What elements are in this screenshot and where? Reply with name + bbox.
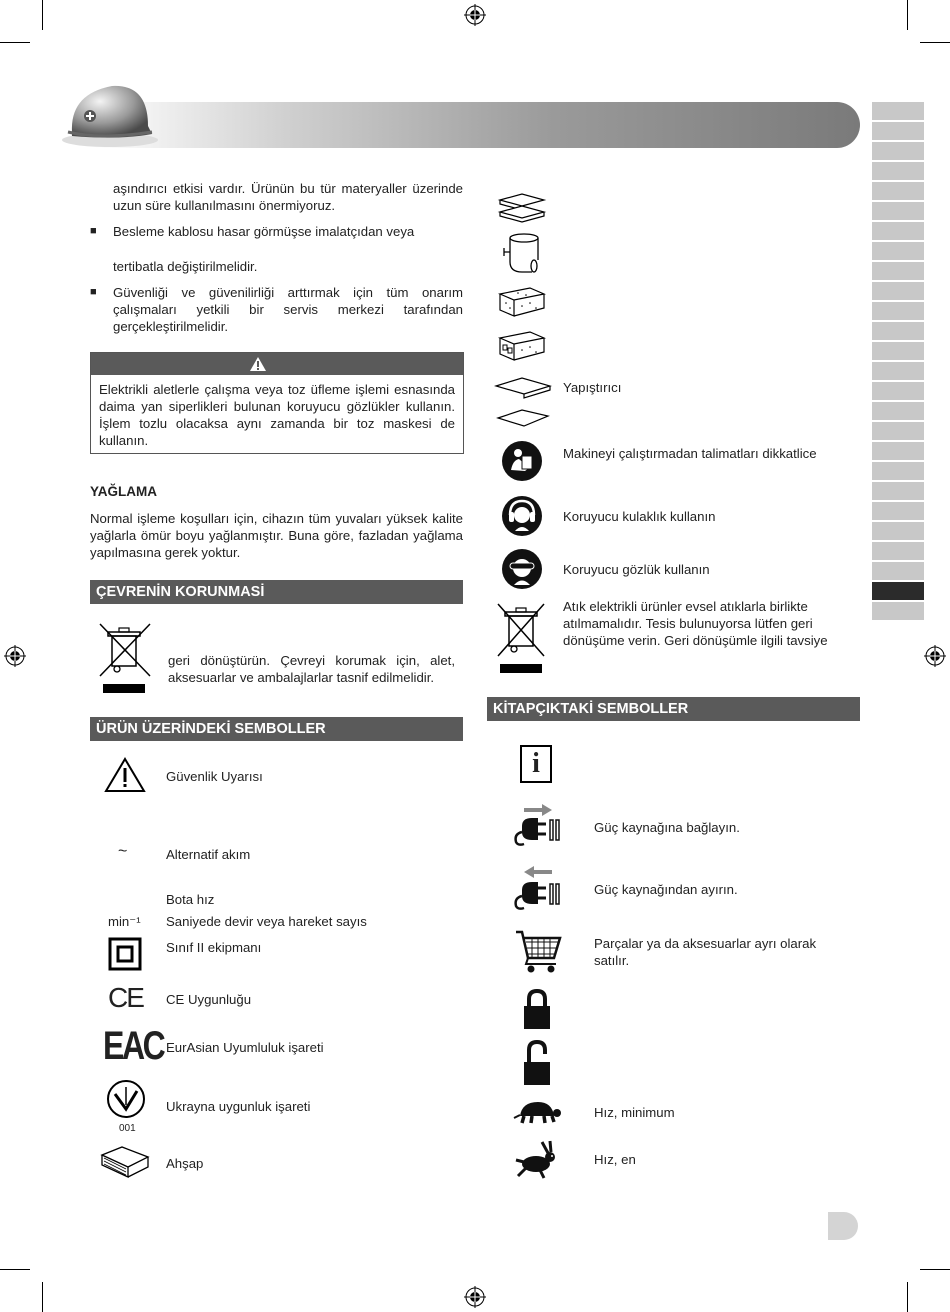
lubrication-heading: YAĞLAMA [90,484,158,499]
chapter-tab[interactable] [872,522,924,540]
hollow-brick-icon [496,330,548,362]
hard-hat-icon [60,74,160,150]
eye-protection-icon [501,548,543,590]
glue-icon [494,372,552,432]
info-icon: i [520,745,552,783]
chapter-tab[interactable] [872,382,924,400]
section-header-booklet-symbols: KİTAPÇIKTAKİ SEMBOLLER [487,697,860,721]
lock-icon [522,988,552,1030]
safety-warning-icon [104,757,146,793]
symbol-label-wood: Ahşap [166,1156,204,1171]
unlock-icon [522,1040,552,1086]
crop-mark [42,0,43,30]
chapter-tab[interactable] [872,402,924,420]
crop-mark [0,42,30,43]
board-icon [496,192,548,224]
symbol-label-weee: Atık elektrikli ürünler evsel atıklarla birlikte atılmamalıdır. Tesis bulunuyorsa lütfen geri dönüşüme verin. Geri dönüşümle ilgili tavsiye [563,599,828,648]
symbol-label-read-manual: Makineyi çalıştırmadan talimatları dikkatlice [563,446,817,461]
symbol-label-glue: Yapıştırıcı [563,380,622,395]
chapter-tab[interactable] [872,602,924,620]
chapter-tab[interactable] [872,222,924,240]
ukraine-mark-code: 001 [119,1123,136,1134]
chapter-tab[interactable] [872,542,924,560]
lubrication-paragraph: Normal işleme koşulları için, cihazın tüm yuvaları yüksek kalite yağlarla ömür boyu yağlanmıştır. Buna göre, fazladan yağlama yapılmasına gerek yoktur. [90,511,463,560]
chapter-tab[interactable] [872,322,924,340]
turtle-icon [512,1098,562,1126]
rabbit-icon [514,1140,562,1180]
symbol-label-eye-protection: Koruyucu gözlük kullanın [563,562,710,577]
symbol-label-eac: EurAsian Uyumluluk işareti [166,1040,324,1055]
bullet-text: Besleme kablosu hasar görmüşse imalatçıdan veya [113,224,415,239]
eac-icon: EAC [103,1024,164,1068]
chapter-tab[interactable] [872,142,924,160]
bullet-text: tertibatla değiştirilmelidir. [113,259,258,274]
read-manual-icon [501,440,543,482]
chapter-tab[interactable] [872,242,924,260]
weee-bin-icon [98,622,152,696]
ear-protection-icon [501,495,543,537]
symbol-label-plug-in: Güç kaynağına bağlayın. [594,820,740,835]
chapter-tab[interactable] [872,182,924,200]
environment-paragraph: geri dönüştürün. Çevreyi korumak için, alet, aksesuarlar ve ambalajlarlar tasnif edilmelidir. [168,653,455,685]
registration-mark-icon [4,645,26,667]
min-symbol: min⁻¹ [108,914,141,929]
symbol-label-ce: CE Uygunluğu [166,992,252,1007]
chapter-tabs [872,102,924,622]
unplug-icon [512,862,564,912]
header-bar [95,102,860,148]
chapter-tab[interactable] [872,102,924,120]
registration-mark-icon [464,4,486,26]
crop-mark [907,0,908,30]
chapter-tab[interactable] [872,362,924,380]
symbol-label-idle-speed: Bota hız [166,892,215,907]
weee-bin-icon [496,602,546,676]
wood-icon [100,1145,150,1179]
bullet-icon: ■ [90,286,97,298]
pipe-icon [502,232,544,276]
chapter-tab[interactable] [872,162,924,180]
symbol-label-ear-protection: Koruyucu kulaklık kullanın [563,509,716,524]
symbol-label-ac: Alternatif akım [166,847,251,862]
bullet-text: Güvenliği ve güvenilirliği arttırmak için tüm onarım çalışmaları yetkili bir servis merkezi tarafından gerçekleştirilmelidir. [113,285,463,334]
continuation-paragraph: aşındırıcı etkisi vardır. Ürünün bu tür materyaller üzerinde uzun süre kullanılmasını önermiyoruz. [113,181,463,213]
symbol-label-accessories: Parçalar ya da aksesuarlar ayrı olarak satılır. [594,936,817,968]
page-number-tab [828,1212,858,1240]
cart-icon [514,928,562,974]
brick-icon [496,286,548,318]
chapter-tab[interactable] [872,302,924,320]
ac-icon: ~ [118,843,128,860]
symbol-label-ukraine: Ukrayna uygunluk işareti [166,1099,311,1114]
chapter-tab[interactable] [872,462,924,480]
symbol-label-speed-max: Hız, en [594,1152,636,1167]
chapter-tab[interactable] [872,202,924,220]
chapter-tab[interactable] [872,422,924,440]
chapter-tab[interactable] [872,502,924,520]
ukraine-mark-icon [106,1079,146,1119]
section-header-product-symbols: ÜRÜN ÜZERİNDEKİ SEMBOLLER [90,717,463,741]
warning-header [91,353,463,375]
chapter-tab[interactable] [872,262,924,280]
chapter-tab[interactable] [872,442,924,460]
crop-mark [42,1282,43,1312]
bullet-icon: ■ [90,225,97,237]
crop-mark [920,42,950,43]
registration-mark-icon [924,645,946,667]
symbol-label-unplug: Güç kaynağından ayırın. [594,882,738,897]
chapter-tab[interactable] [872,282,924,300]
chapter-tab-active[interactable] [872,582,924,600]
chapter-tab[interactable] [872,562,924,580]
warning-box [90,352,464,454]
chapter-tab[interactable] [872,482,924,500]
ce-icon: CE [108,982,143,1013]
chapter-tab[interactable] [872,342,924,360]
section-header-environment: ÇEVRENİN KORUNMASİ [90,580,463,604]
warning-text: Elektrikli aletlerle çalışma veya toz üfleme işlemi esnasında daima yan siperlikleri bulunan koruyucu gözlükler kullanın. İşlem tozlu olacaksa aynı zamanda bir toz maskesi de kullanın. [99,382,455,448]
crop-mark [0,1269,30,1270]
plug-in-icon [512,800,564,848]
crop-mark [920,1269,950,1270]
crop-mark [907,1282,908,1312]
class2-icon [108,937,142,971]
symbol-label-rpm: Saniyede devir veya hareket sayıs [166,914,367,929]
symbol-label-speed-min: Hız, minimum [594,1105,675,1120]
chapter-tab[interactable] [872,122,924,140]
symbol-label-safety-warning: Güvenlik Uyarısı [166,769,263,784]
warning-triangle-icon [249,356,267,372]
registration-mark-icon [464,1286,486,1308]
symbol-label-class2: Sınıf II ekipmanı [166,940,262,955]
